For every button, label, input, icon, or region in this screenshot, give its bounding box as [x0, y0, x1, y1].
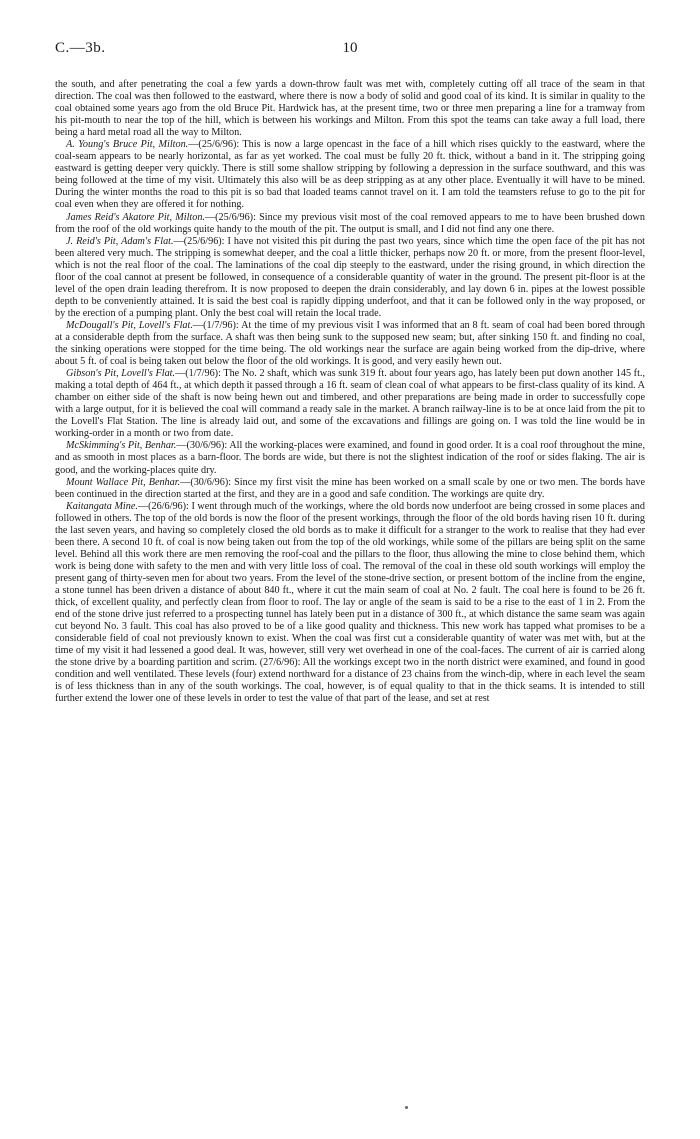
paragraph-text: —(26/6/96): I went through much of the workings, where the old bords now underfoot are being crossed in some places and followed in others. The top of the old bords is now the floor of the present workings, through the floor of the old bords having risen 10 ft. during the last seven years, and having so completely closed the old bords as to make it difficult for a stranger to the work to realise that they had ever been there. A second 10 ft. of coal is now being taken out from the top of the old workings, while some of the pillars are being split on the same level. Behind all this work there are men removing the roof-coal and the pillars to the floor, thus allowing the mine to close behind them, which work is being done with safety to the men and with very little loss of coal. The removal of the coal in these old south workings will employ the present gang of thirty-seven men for about two years. From the level of the stone-drive section, or present bottom of the incline from the engine, a stone tunnel has been driven a distance of about 840 ft., where it cut the main seam of coal at No. 2 fault. The coal here is found to be 26 ft. thick, of excellent quality, and perfectly clean from floor to roof. The lay or angle of the seam is said to be a rise to the east of 1 in 2. From the end of the stone drive just referred to a prospecting tunnel has lately been put in a distance of 300 ft., at which distance the same seam was again cut beyond No. 3 fault. This coal has also proved to be of a like good quality and thickness. This new work has tapped what promises to be a considerable field of coal not previously known to exist. When the coal was first cut a considerable quantity of water was met with, but at the time of my visit it had lessened a good deal. It was, however, still very wet overhead in one of the coal-faces. The current of air is carried along the stone drive by a boarding partition and scrim. (27/6/96): All the workings except two in the north district were examined, and found in good condition and well ventilated. These levels (four) extend northward for a distance of 23 chains from the winch-dip, where in each level the seam is of less thickness than in any of the south workings. The coal, however, is of equal quality to that in the thick seams. It is intended to still further extend the lower one of these levels in order to test the value of that part of the lease, and set at rest — [55, 500, 645, 705]
paragraph — [55, 212, 645, 236]
page-number: 10 — [342, 40, 358, 56]
paragraph — [55, 368, 645, 440]
paragraph-text: the south, and after penetrating the coal a few yards a down-throw fault was met with, completely cutting off all trace of the seam in that direction. The coal was then followed to the eastward, where there is now a body of solid and good coal of its kind. It is similar in quality to the coal obtained some years ago from the old Bruce Pit. Hardwick has, at the present time, two or three men preparing a line for a tramway from his pit-mouth to near the top of the hill, which is between his workings and Milton. From this spot the teams can take away a full load, there being a hard metal road all the way to Milton. — [55, 79, 645, 139]
paper-reference: C.—3b. — [55, 40, 106, 56]
paragraph-title: Kaitangata Mine. — [66, 500, 138, 512]
paragraph — [55, 79, 645, 139]
paragraph-text: —(30/6/96): Since my first visit the mine has been worked on a small scale by one or two men. The bords have been continued in the direction started at the first, and they are in a good and safe condition. The workings are quite dry. — [55, 476, 645, 500]
page-header — [55, 40, 645, 60]
paragraph-title: A. Young's Bruce Pit, Milton. — [66, 139, 189, 151]
paragraph — [55, 320, 645, 368]
paragraph — [55, 477, 645, 501]
paragraph — [55, 139, 645, 211]
paragraph-title: McSkimming's Pit, Benhar. — [66, 440, 177, 452]
paragraph-title: Gibson's Pit, Lovell's Flat. — [66, 368, 176, 380]
paragraph-text: —(25/6/96): This is now a large opencast in the face of a hill which rises quickly to the eastward, where the coal-seam appears to be nearly horizontal, as far as yet worked. The coal must be fully 20 ft. thick, without a band in it. The stripping going eastward is getting deeper very quickly. There is still some shallow stripping by following a depression in the surface southward, and this was being followed at the time of my visit. Ultimately this also will be as deep stripping as at any other place. Eventually it will have to be mined. During the winter months the road to this pit is so bad that loaded teams cannot travel on it. I am told the teamsters refuse to go to the pit for coal even when they are offered it for nothing. — [55, 139, 645, 211]
paragraph-title: McDougall's Pit, Lovell's Flat. — [66, 319, 193, 331]
paragraph-text: —(1/7/96): At the time of my previous visit I was informed that an 8 ft. seam of coal had been bored through at a considerable depth from the surface. A shaft was then being sunk to the supposed new seam; but, after sinking 150 ft. and finding no coal, the sinking operations were stopped for the time being. The old workings near the surface are again being worked from the dip-drive, where about 5 ft. of coal is being taken out below the floor of the old workings. It is good, and very easily hewn out. — [55, 319, 646, 368]
paragraph-title: Mount Wallace Pit, Benhar. — [66, 476, 181, 488]
paragraph-text: —(25/6/96): I have not visited this pit during the past two years, since which time the open face of the pit has not been altered very much. The stripping is somewhat deeper, and the coal a little thicker, perhaps now 20 ft. or more, from the present floor-level, which is not the real floor of the coal. The laminations of the coal dip steeply to the eastward, under the rising ground, in which direction the floor of the coal cannot at present be followed, in consequence of a considerable quantity of water in the ground. The present pit-floor is at the level of the open drain leading therefrom. It is now proposed to deepen the drain considerably, and lay down 6 in. pipes at the lowest possible depth to be conveniently attained. It is said the best coal is rapidly dipping underfoot, and that it can be followed only in the way proposed, or by the erection of a pumping plant. Only the best coal will retain the local trade. — [55, 235, 646, 319]
paragraph-title: J. Reid's Pit, Adam's Flat. — [66, 235, 174, 247]
body-text — [55, 79, 645, 705]
paragraph-text: —(30/6/96): All the working-places were examined, and found in good order. It is a coal roof throughout the mine, and as smooth in most places as a barn-floor. The bords are wide, but there is not the slightest indication of the roof or sides flaking. The air is good, and the working-places quite dry. — [55, 440, 645, 476]
paragraph-title: James Reid's Akatore Pit, Milton. — [66, 211, 205, 223]
paragraph — [55, 440, 645, 476]
print-speck — [405, 1106, 408, 1109]
paragraph — [55, 501, 645, 706]
paragraph-text: —(1/7/96): The No. 2 shaft, which was sunk 319 ft. about four years ago, has lately been put down another 145 ft., making a total depth of 464 ft., at which depth it passed through a 16 ft. seam of clean coal of what appears to be first-class quality of its kind. A chamber on either side of the shaft is now being hewn out and timbered, and other preparations are being made in order to successfully cope with a large output, for it is believed the coal will command a ready sale in the market. A branch railway-line is to be at once laid from the pit to the Lovell's Flat Station. The line is already laid out, and some of the excavations and fillings are going on. I was told the line would be in working-order in a month or two from date. — [55, 368, 646, 440]
paragraph — [55, 236, 645, 320]
paragraph-text: —(25/6/96): Since my previous visit most of the coal removed appears to me to have been brushed down from the roof of the old workings quite handy to the mouth of the pit. The output is small, and I did not find any one there. — [55, 211, 645, 235]
